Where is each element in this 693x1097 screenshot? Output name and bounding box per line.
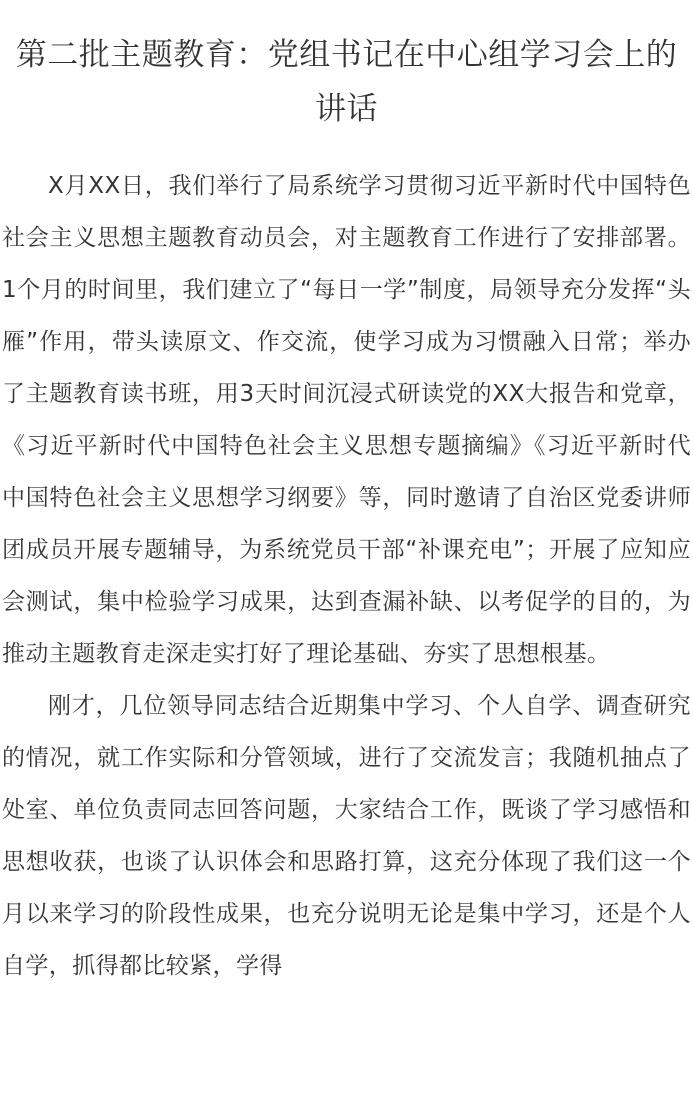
- paragraph-1: X月XX日，我们举行了局系统学习贯彻习近平新时代中国特色社会主义思想主题教育动员会，对主题教育工作进行了安排部署。1个月的时间里，我们建立了“每日一学”制度，局领导充分发挥“头雁”作用，带头读原文、作交流，使学习成为习惯融入日常；举办了主题教育读书班，用3天时间沉浸式研读党的XX大报告和党章，《习近平新时代中国特色社会主义思想专题摘编》《习近平新时代中国特色社会主义思想学习纲要》等，同时邀请了自治区党委讲师团成员开展专题辅导，为系统党员干部“补课充电”；开展了应知应会测试，集中检验学习成果，达到查漏补缺、以考促学的目的，为推动主题教育走深走实打好了理论基础、夯实了思想根基。: [2, 173, 691, 667]
- paragraph-2: 刚才，几位领导同志结合近期集中学习、个人自学、调查研究的情况，就工作实际和分管领域，进行了交流发言；我随机抽点了处室、单位负责同志回答问题，大家结合工作，既谈了学习感悟和思想收获，也谈了认识体会和思路打算，这充分体现了我们这一个月以来学习的阶段性成果，也充分说明无论是集中学习，还是个人自学，抓得都比较紧，学得: [2, 693, 691, 979]
- document-title: 第二批主题教育：党组书记在中心组学习会上的讲话: [15, 37, 678, 127]
- document-body: [2, 160, 691, 992]
